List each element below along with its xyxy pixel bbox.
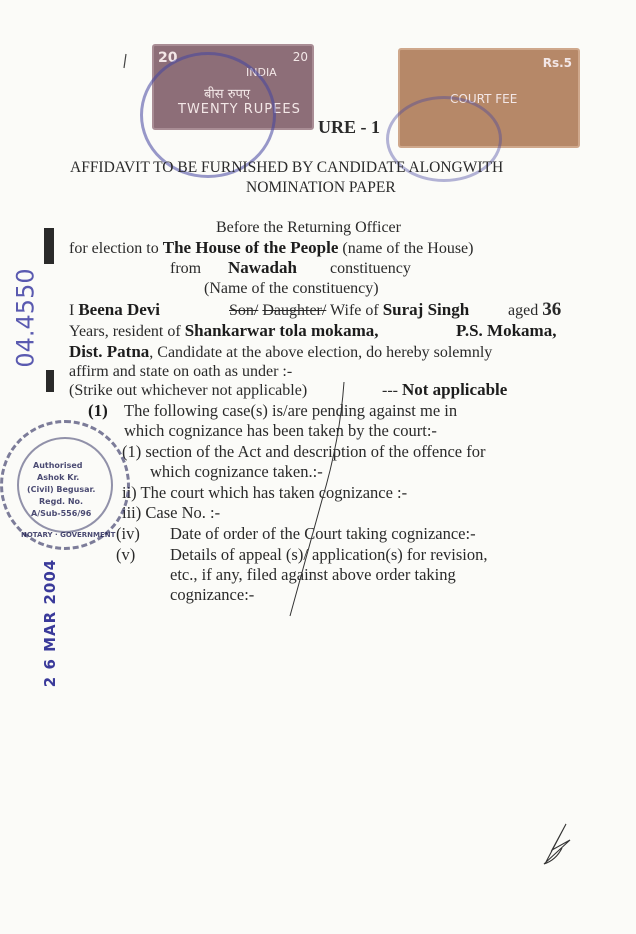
constituency-word: constituency [330, 260, 411, 277]
seal-line3: (Civil) Begusar. [27, 485, 96, 494]
pen-mark-icon [120, 52, 132, 72]
husband-name: Suraj Singh [382, 300, 470, 319]
election-pre: for election to [69, 240, 163, 257]
handwritten-number-text: 04.4550 [11, 268, 40, 368]
sub1-line1: (1) section of the Act and description of the offence for [122, 442, 486, 461]
age-line [508, 300, 561, 321]
sub5-line3: cognizance:- [170, 585, 255, 604]
handwritten-file-number [11, 258, 54, 378]
date-stamp-text: 2 6 MAR 2004 [41, 558, 60, 688]
strike-through-line-icon [280, 380, 360, 620]
sub1-line2: which cognizance taken.:- [150, 462, 323, 481]
i-word: I [69, 302, 79, 319]
house-name: The House of the People [162, 238, 339, 257]
not-applicable: Not applicable [401, 380, 508, 399]
margin-mark [44, 228, 54, 264]
sub4-text: Date of order of the Court taking cognizance:- [170, 524, 476, 543]
affidavit-heading-line2: NOMINATION PAPER [246, 179, 396, 196]
candidate-text: , Candidate at the above election, do hereby solemnly [149, 344, 493, 361]
dashes: --- [382, 382, 402, 399]
police-station: P.S. Mokama, [456, 321, 557, 340]
stamp2-text: COURT FEE [450, 92, 518, 106]
notary-seal [0, 420, 130, 550]
seal-line1: Authorised [33, 461, 83, 470]
date-stamp [28, 558, 60, 688]
affirm-line: affirm and state on oath as under :- [69, 363, 293, 380]
stamp1-value: 20 [158, 50, 178, 66]
election-post: (name of the House) [338, 240, 474, 257]
from-word: from [170, 260, 202, 277]
sub3-line: iii) Case No. :- [122, 503, 221, 522]
seal-line2: Ashok Kr. [37, 473, 80, 482]
district: Dist. Patna [69, 342, 150, 361]
aged-word: aged [508, 302, 543, 319]
dist-line [69, 342, 492, 363]
resident-pre: Years, resident of [69, 323, 185, 340]
before-returning-officer: Before the Returning Officer [216, 219, 401, 236]
sub4-number: (iv) [116, 524, 140, 543]
sub5-line2: etc., if any, filed against above order taking [170, 565, 456, 584]
item1-number: (1) [88, 401, 108, 420]
seal-line5: A/Sub-556/96 [31, 509, 92, 518]
wife-of: Wife of [326, 302, 383, 319]
stamp1-hindi: बीस रुपए [204, 87, 251, 102]
seal-ring-text: NOTARY · GOVERNMENT [21, 531, 116, 539]
form-title: URE - 1 [318, 117, 380, 137]
stamp1-value-right: 20 [292, 50, 308, 64]
stamp1-text: TWENTY RUPEES [178, 102, 301, 117]
sub2-line: ii) The court which has taken cognizance :- [122, 483, 408, 502]
not-applicable-line [382, 380, 507, 401]
election-line [69, 238, 473, 259]
stamp1-country: INDIA [246, 66, 277, 79]
affidavit-heading-line1: AFFIDAVIT TO BE FURNISHED BY CANDIDATE ALONGWITH [70, 159, 504, 176]
margin-mark-2 [46, 370, 54, 392]
declarant-line [69, 300, 160, 321]
declarant-name: Beena Devi [78, 300, 161, 319]
constituency-name: Nawadah [228, 258, 297, 277]
sub5-number: (v) [116, 545, 136, 564]
constituency-note: (Name of the constituency) [204, 280, 379, 297]
son-struck: Son/ [229, 302, 259, 319]
daughter-struck: Daughter/ [262, 302, 327, 319]
seal-line4: Regd. No. [39, 497, 84, 506]
resident-line [69, 321, 378, 342]
relation-line [229, 300, 469, 321]
address: Shankarwar tola mokama, [184, 321, 379, 340]
signature-icon [536, 820, 576, 870]
age-value: 36 [542, 299, 562, 320]
item1-line2: which cognizance has been taken by the court:- [124, 421, 437, 440]
stamp2-value: Rs.5 [542, 56, 572, 70]
sub5-line1: Details of appeal (s)/ application(s) for revision, [170, 545, 488, 564]
item1-line1: The following case(s) is/are pending against me in [124, 401, 458, 420]
strike-note: (Strike out whichever not applicable) [69, 382, 308, 399]
